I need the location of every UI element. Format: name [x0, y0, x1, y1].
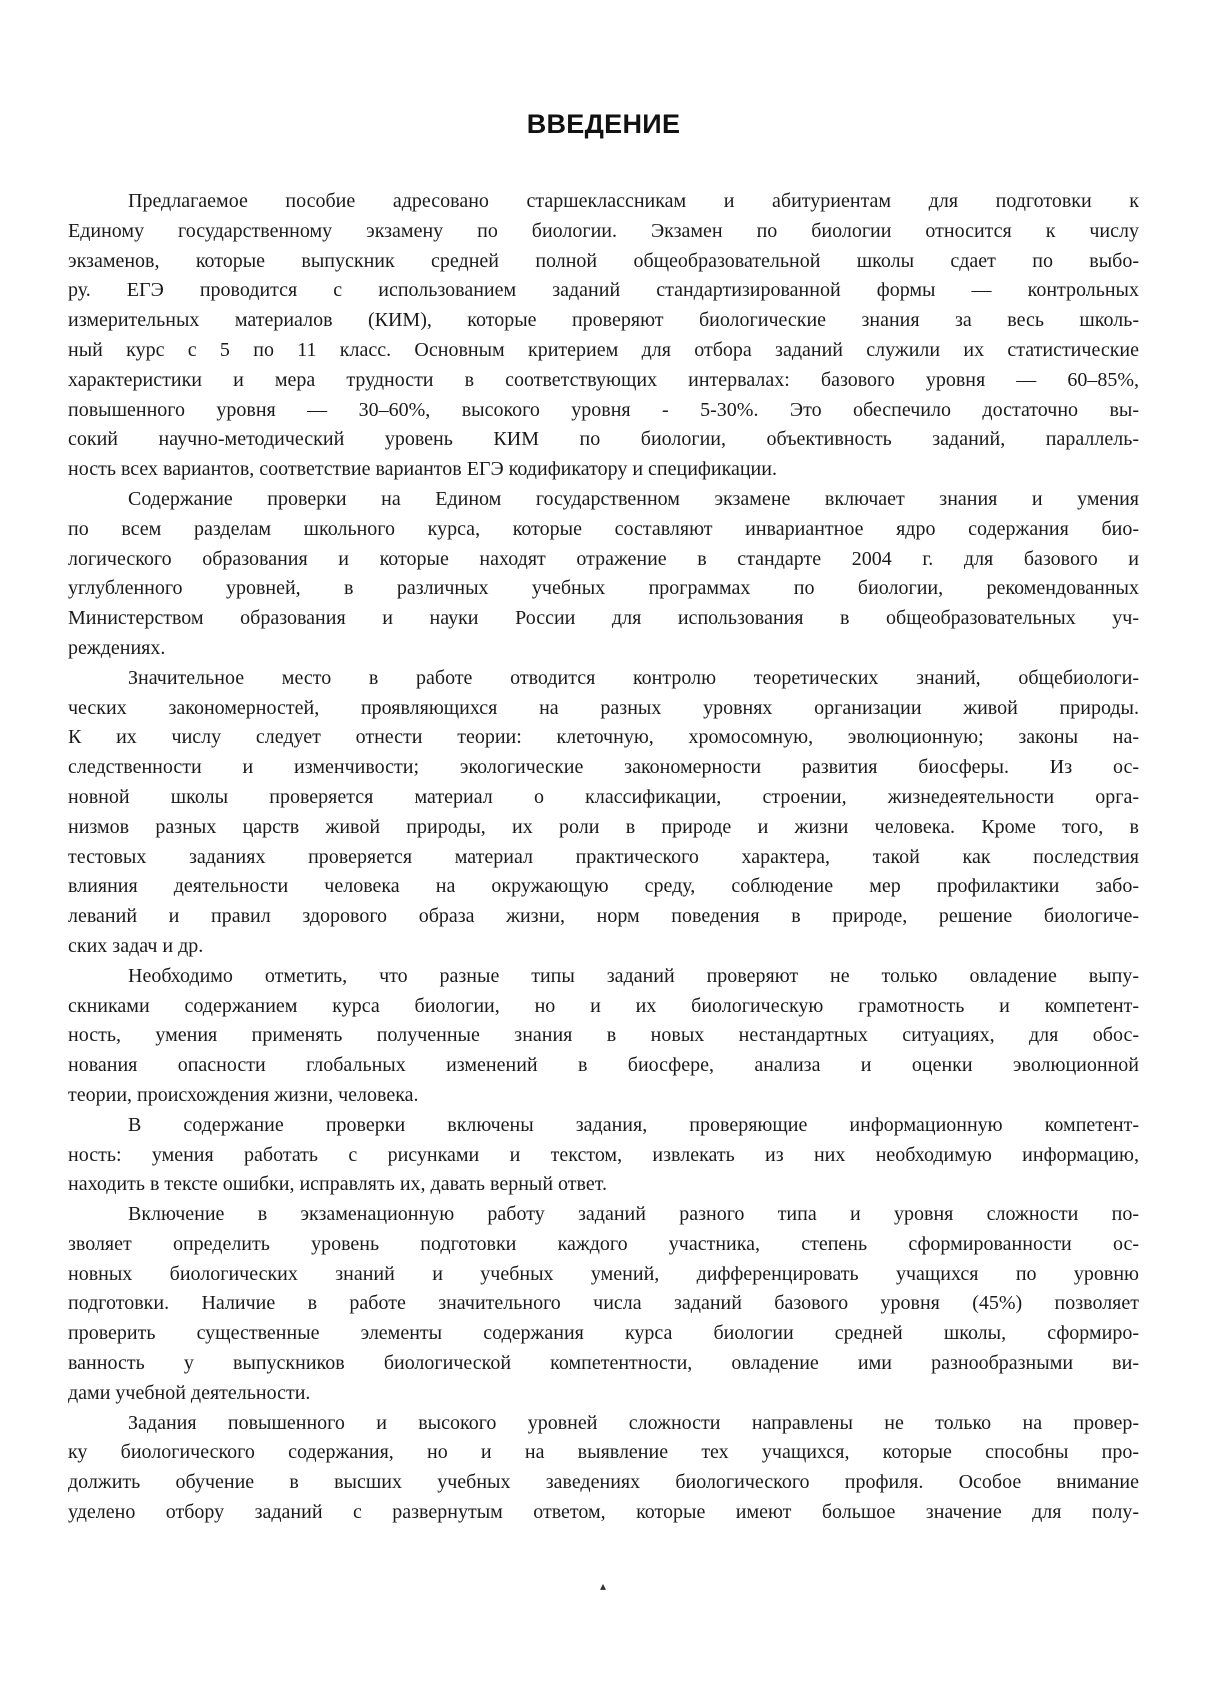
text-line: Необходимо отметить, что разные типы заданий проверяют не только овладение выпу- [128, 964, 1139, 987]
text-line: Единому государственному экзамену по биологии. Экзамен по биологии относится к числу [68, 219, 1139, 242]
text-line: находить в тексте ошибки, исправлять их, давать верный ответ. [68, 1173, 607, 1196]
paragraph [68, 1200, 1139, 1409]
text-line: Значительное место в работе отводится контролю теоретических знаний, общебиологи- [128, 666, 1139, 689]
text-line: ку биологического содержания, но и на выявление тех учащихся, которые способны про- [68, 1441, 1139, 1464]
text-line: сокий научно-методический уровень КИМ по биологии, объективность заданий, параллель- [68, 428, 1139, 451]
text-line: Содержание проверки на Едином государственном экзамене включает знания и умения [128, 487, 1139, 510]
text-line: повышенного уровня — 30–60%, высокого уровня - 5-30%. Это обеспечило достаточно вы- [68, 398, 1139, 421]
paragraph [68, 962, 1139, 1111]
text-line: новной школы проверяется материал о классификации, строении, жизнедеятельности орга- [68, 785, 1139, 808]
text-line: ность, умения применять полученные знания в новых нестандартных ситуациях, для обос- [68, 1024, 1139, 1047]
text-line: по всем разделам школьного курса, которые составляют инвариантное ядро содержания био- [68, 517, 1139, 540]
text-line: следственности и изменчивости; экологические закономерности развития биосферы. Из ос- [68, 756, 1139, 779]
text-line: скниками содержанием курса биологии, но и их биологическую грамотность и компетент- [68, 994, 1139, 1017]
text-line: теории, происхождения жизни, человека. [68, 1083, 419, 1106]
text-line: логического образования и которые находят отражение в стандарте 2004 г. для базового и [68, 547, 1139, 570]
text-line: тестовых заданиях проверяется материал практического характера, такой как последствия [68, 845, 1139, 868]
text-line: зволяет определить уровень подготовки каждого участника, степень сформированности ос- [68, 1232, 1139, 1255]
text-line: углубленного уровней, в различных учебных программах по биологии, рекомендованных [68, 577, 1139, 600]
page-title: ВВЕДЕНИЕ [526, 109, 681, 139]
text-line: характеристики и мера трудности в соответствующих интервалах: базового уровня — 60–85%, [68, 368, 1139, 391]
text-line: новных биологических знаний и учебных умений, дифференцировать учащихся по уровню [68, 1262, 1139, 1285]
text-line: Включение в экзаменационную работу заданий разного типа и уровня сложности по- [128, 1203, 1139, 1226]
text-line: ность: умения работать с рисунками и текстом, извлекать из них необходимую информацию, [68, 1143, 1139, 1166]
text-line: реждениях. [68, 636, 166, 659]
text-line: В содержание проверки включены задания, проверяющие информационную компетент- [128, 1113, 1139, 1136]
text-line: Министерством образования и науки России для использования в общеобразовательных уч- [68, 607, 1139, 630]
paragraph [68, 664, 1139, 962]
text-line: ских задач и др. [68, 934, 204, 957]
paragraph [68, 1409, 1139, 1528]
text-line: измерительных материалов (КИМ), которые проверяют биологические знания за весь школь- [68, 309, 1139, 332]
text-line: ный курс с 5 по 11 класс. Основным критерием для отбора заданий служили их статистические [68, 338, 1139, 361]
text-line: подготовки. Наличие в работе значительного числа заданий базового уровня (45%) позволяет [68, 1292, 1139, 1315]
text-line: низмов разных царств живой природы, их роли в природе и жизни человека. Кроме того, в [68, 815, 1139, 838]
body-text [68, 187, 1139, 1528]
text-line: К их числу следует отнести теории: клеточную, хромосомную, эволюционную; законы на- [68, 726, 1139, 749]
text-line: Задания повышенного и высокого уровней сложности направлены не только на провер- [128, 1411, 1139, 1434]
text-line: ность всех вариантов, соответствие вариантов ЕГЭ кодификатору и спецификации. [68, 458, 777, 481]
text-line: ру. ЕГЭ проводится с использованием заданий стандартизированной формы — контрольных [68, 279, 1139, 302]
text-line: должить обучение в высших учебных заведениях биологического профиля. Особое внимание [68, 1471, 1139, 1494]
text-line: леваний и правил здорового образа жизни, норм поведения в природе, решение биологиче- [68, 905, 1139, 928]
document-page [68, 95, 1139, 1528]
text-line: экзаменов, которые выпускник средней полной общеобразовательной школы сдает по выбо- [68, 249, 1139, 272]
text-line: нования опасности глобальных изменений в биосфере, анализа и оценки эволюционной [68, 1054, 1139, 1077]
text-line: дами учебной деятельности. [68, 1381, 311, 1404]
text-line: влияния деятельности человека на окружающую среду, соблюдение мер профилактики забо- [68, 875, 1139, 898]
text-line: проверить существенные элементы содержания курса биологии средней школы, сформиро- [68, 1322, 1139, 1345]
paragraph [68, 485, 1139, 664]
text-line: Предлагаемое пособие адресовано старшеклассникам и абитуриентам для подготовки к [128, 190, 1139, 212]
paragraph [68, 187, 1139, 485]
text-line: ческих закономерностей, проявляющихся на разных уровнях организации живой природы. [68, 696, 1139, 719]
text-line: ванность у выпускников биологической компетентности, овладение ими разнообразными ви- [68, 1352, 1139, 1375]
page-mark: ▴ [600, 1579, 607, 1593]
paragraph [68, 1111, 1139, 1200]
text-line: уделено отбору заданий с развернутым ответом, которые имеют большое значение для полу- [68, 1501, 1139, 1524]
